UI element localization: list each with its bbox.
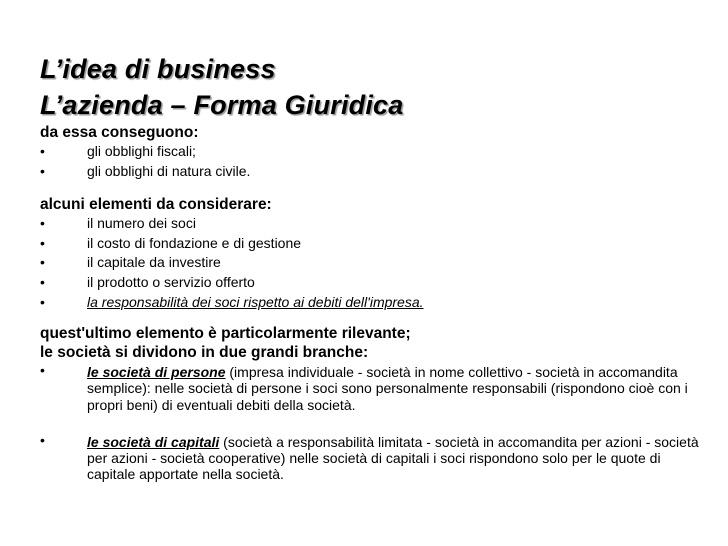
list-item-text: il capitale da investire	[87, 254, 221, 271]
slide-title-line-1: L’idea di business	[40, 54, 276, 84]
section3-heading-line-1: quest'ultimo elemento è particolarmente rilevante;	[40, 325, 411, 343]
bullet-icon: •	[40, 143, 45, 159]
term-description: (società a responsabilità limitata - società in accomandita per azioni - società per azioni - società cooperative) nelle società di capitali i soci rispondono solo per le quote di capitale apportate nella società.	[87, 433, 699, 483]
list-item-text-underlined: la responsabilità dei soci rispetto ai debiti dell'impresa.	[87, 293, 424, 310]
section2-list	[40, 214, 700, 312]
bullet-icon: •	[40, 431, 45, 448]
list-item	[40, 234, 700, 254]
section1-list	[40, 142, 700, 181]
bullet-icon: •	[40, 362, 45, 379]
section3-list	[40, 362, 700, 482]
list-item-text: il costo di fondazione e di gestione	[87, 234, 302, 251]
bullet-icon: •	[40, 254, 45, 271]
list-item	[40, 142, 700, 162]
list-item	[40, 273, 700, 293]
term-description: (impresa individuale - società in nome collettivo - società in accomandita semplice): nelle società di persone i soci sono personalmente responsabili (rispondono cioè con i propri beni) di eventuali debiti della società.	[87, 364, 688, 413]
section2-heading: alcuni elementi da considerare:	[40, 196, 272, 214]
list-item	[40, 162, 700, 182]
list-item	[40, 214, 700, 234]
list-item-text: il prodotto o servizio offerto	[87, 273, 255, 290]
term-societa-di-capitali: le società di capitali	[87, 433, 220, 450]
list-item	[40, 362, 700, 413]
section3-heading-line-2: le società si dividono in due grandi branche:	[40, 344, 369, 362]
list-item-text: gli obblighi fiscali;	[87, 143, 196, 159]
slide-title-line-2: L’azienda – Forma Giuridica	[40, 90, 404, 120]
list-item-text: gli obblighi di natura civile.	[87, 162, 251, 179]
bullet-icon: •	[40, 293, 45, 310]
section1-heading: da essa conseguono:	[40, 124, 199, 141]
slide-content	[40, 52, 700, 482]
bullet-icon: •	[40, 273, 45, 290]
list-item-text: il numero dei soci	[87, 215, 196, 232]
bullet-icon: •	[40, 234, 45, 251]
bullet-icon: •	[40, 215, 45, 232]
term-societa-di-persone: le società di persone	[87, 364, 226, 381]
list-item	[40, 432, 700, 483]
list-item	[40, 253, 700, 273]
list-item	[40, 293, 700, 313]
bullet-icon: •	[40, 162, 45, 179]
